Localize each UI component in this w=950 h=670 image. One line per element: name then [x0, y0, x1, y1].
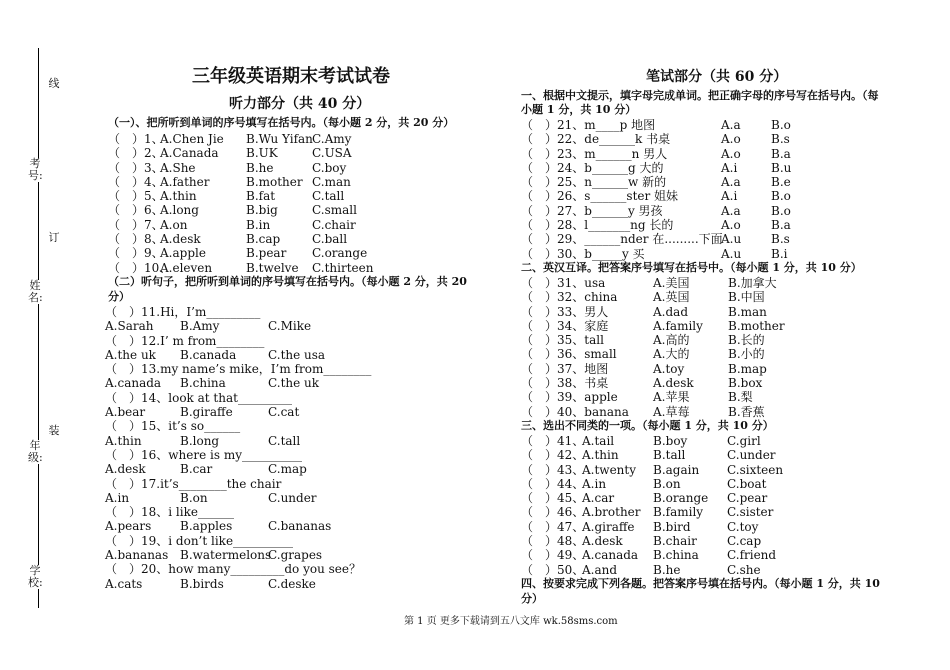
- question-text: （ ）12.I’ m from________: [105, 333, 265, 348]
- sentence-question: [105, 505, 371, 519]
- option-c: C.tall: [312, 189, 345, 204]
- item-number: （ ）44、: [521, 476, 585, 491]
- option-c: C.orange: [312, 246, 368, 261]
- translation-item: [521, 305, 785, 319]
- exam-number-label: 考 号:: [28, 157, 43, 182]
- grade-label: 年 级:: [28, 439, 43, 464]
- option-b: B.梨: [728, 390, 753, 405]
- option-b: B.tall: [653, 448, 686, 463]
- sentence-options: [105, 405, 371, 419]
- question-text: （ ）31、usa: [521, 276, 606, 290]
- item-number: （ ）48、: [521, 534, 585, 549]
- sentence-options: [105, 348, 371, 362]
- sentence-options: [105, 319, 371, 333]
- option-b: B.on: [653, 476, 681, 491]
- sentence-question: [105, 391, 371, 405]
- question-text: （ ）35、tall: [521, 333, 604, 348]
- item-number: （ ）8、: [108, 232, 164, 247]
- written-title: 笔试部分（共 60 分）: [646, 69, 788, 85]
- sentence-options: [105, 519, 371, 533]
- question-text: （ ）11.Hi，I’m_________: [105, 305, 261, 319]
- option-c: C.USA: [312, 146, 352, 161]
- option-a: A.the uk: [105, 347, 156, 362]
- option-a: A.brother: [582, 505, 641, 520]
- option-b: B.UK: [246, 146, 278, 161]
- binding-line: [38, 48, 39, 608]
- option-c: C.toy: [727, 519, 759, 534]
- sentence-options: [105, 376, 371, 390]
- question-text: （ ）15、it’s so______: [105, 419, 241, 434]
- option-a: A.英国: [653, 290, 690, 305]
- item-number: （ ）42、: [521, 448, 585, 463]
- odd-one-out-item: [521, 520, 783, 534]
- odd-one-out-item: [521, 448, 783, 462]
- option-b: B.again: [653, 462, 700, 477]
- question-text: （ ）38、书桌: [521, 376, 609, 391]
- spelling-item: [521, 232, 791, 246]
- spelling-item: [521, 161, 791, 175]
- sentence-options: [105, 462, 371, 476]
- option-a: A.desk: [653, 376, 694, 391]
- option-a: A.father: [160, 174, 210, 189]
- option-a: A.in: [582, 476, 607, 491]
- option-a: A.family: [653, 318, 703, 333]
- option-b: B.boy: [653, 434, 688, 448]
- spelling-item: [521, 204, 791, 218]
- option-c: C.boat: [727, 476, 767, 491]
- option-a: A.大的: [653, 347, 690, 362]
- option-a: A.Sarah: [105, 319, 154, 334]
- spelling-item: [521, 147, 791, 161]
- option-a: A.car: [582, 491, 615, 506]
- option-a: A.canada: [582, 548, 639, 563]
- option-c: C.bananas: [268, 519, 332, 534]
- option-c: C.deske: [268, 576, 316, 591]
- question-text: （ ）17.it’s________the chair: [105, 476, 282, 491]
- question-text: （ ）19、i don’t like__________: [105, 533, 294, 548]
- item-number: （ ）5、: [108, 189, 164, 204]
- option-a: A.草莓: [653, 404, 690, 419]
- option-b: B.fat: [246, 189, 276, 204]
- question-text: （ ）36、small: [521, 347, 617, 362]
- option-c: C.map: [268, 462, 307, 477]
- option-b: B.he: [246, 160, 274, 175]
- option-c: C.under: [727, 448, 776, 463]
- listening-item: [108, 203, 373, 217]
- option-b: B.family: [653, 505, 704, 520]
- option-c: C.chair: [312, 217, 356, 232]
- sentence-question: [105, 534, 371, 548]
- option-b: B.map: [728, 361, 767, 376]
- part2-heading: （二）听句子，把所听到单词的序号填写在括号内。（每小题 2 分，共 20: [108, 275, 467, 288]
- spelling-item: [521, 189, 791, 203]
- option-a: A.o: [721, 146, 741, 161]
- item-number: （ ）47、: [521, 519, 585, 534]
- option-a: A.u: [721, 246, 742, 261]
- sec2-heading: 二、英汉互译。把答案序号填写在括号中。（每小题 1 分，共 10 分）: [521, 261, 862, 274]
- option-b: B.cap: [246, 232, 281, 247]
- option-c: C.small: [312, 203, 357, 218]
- option-b: B.birds: [180, 576, 224, 591]
- exam-title: 三年级英语期末考试试卷: [192, 66, 390, 87]
- option-b: B.watermelons: [180, 548, 272, 563]
- question-text: （ ）40、banana: [521, 404, 629, 419]
- option-a: A.a: [721, 118, 741, 132]
- part1-heading: （一）、把所听到单词的序号填写在括号内。（每小题 2 分，共 20 分）: [108, 116, 455, 129]
- item-number: （ ）2、: [108, 146, 164, 161]
- question-text: （ ）21、m____p 地图: [521, 118, 656, 132]
- option-b: B.chair: [653, 534, 697, 549]
- listening-item: [108, 146, 373, 160]
- option-b: B.big: [246, 203, 278, 218]
- question-text: （ ）20、how many_________do you see？: [105, 562, 361, 577]
- option-a: A.eleven: [160, 260, 213, 275]
- question-text: （ ）32、china: [521, 290, 618, 305]
- page-footer: 第 1 页 更多下载请到五八文库 wk.58sms.com: [404, 616, 618, 627]
- option-a: A.a: [721, 203, 741, 218]
- question-text: （ ）25、n______w 新的: [521, 175, 667, 190]
- listening-item: [108, 175, 373, 189]
- question-text: （ ）34、家庭: [521, 318, 609, 333]
- item-number: （ ）10、: [108, 260, 172, 275]
- option-c: C.sixteen: [727, 462, 784, 477]
- odd-one-out-item: [521, 477, 783, 491]
- bind-label-zhuang: 装: [48, 424, 60, 437]
- option-c: C.the uk: [268, 376, 320, 391]
- translation-item: [521, 362, 785, 376]
- option-a: A.She: [160, 160, 196, 175]
- translation-item: [521, 290, 785, 304]
- spelling-item: [521, 118, 791, 132]
- school-label: 学 校:: [28, 564, 43, 589]
- option-a: A.tail: [582, 434, 615, 448]
- option-a: A.dad: [653, 304, 688, 319]
- option-a: A.desk: [582, 534, 623, 549]
- option-b: B.china: [180, 376, 226, 391]
- option-a: A.apple: [160, 246, 206, 261]
- listening-item: [108, 132, 373, 146]
- option-b: B.long: [180, 433, 220, 448]
- spelling-item: [521, 218, 791, 232]
- sentence-question: [105, 362, 371, 376]
- option-a: A.and: [582, 562, 618, 577]
- option-c: C.cat: [268, 405, 300, 420]
- listening-item: [108, 189, 373, 203]
- option-b: B.canada: [180, 347, 237, 362]
- option-a: A.twenty: [582, 462, 637, 477]
- odd-one-out-item: [521, 563, 783, 577]
- odd-one-out-item: [521, 534, 783, 548]
- option-a: A.苹果: [653, 390, 690, 405]
- option-a: A.on: [160, 217, 188, 232]
- option-b: B.apples: [180, 519, 233, 534]
- option-a: A.i: [721, 189, 738, 204]
- option-b: B.he: [653, 562, 681, 577]
- option-a: A.bananas: [105, 548, 169, 563]
- question-text: （ ）18、i like______: [105, 505, 234, 520]
- translation-item: [521, 319, 785, 333]
- option-c: C.under: [268, 490, 317, 505]
- option-a: A.desk: [160, 232, 201, 247]
- option-c: C.tall: [268, 433, 301, 448]
- option-c: C.thirteen: [312, 260, 374, 275]
- question-text: （ ）14、look at that_________: [105, 390, 292, 405]
- sentence-options: [105, 548, 371, 562]
- option-b: B.china: [653, 548, 699, 563]
- option-b: B.o: [771, 189, 791, 204]
- option-c: C.boy: [312, 160, 347, 175]
- spelling-item: [521, 175, 791, 189]
- sec4-heading: 四、按要求完成下列各题。把答案序号填在括号内。（每小题 1 分，共 10: [521, 577, 880, 590]
- listening-item: [108, 261, 373, 275]
- sec3-list: [521, 434, 783, 577]
- option-a: A.thin: [160, 189, 197, 204]
- translation-item: [521, 276, 785, 290]
- sec1-heading: 一、根据中文提示，填字母完成单词。把正确字母的序号写在括号内。（每: [521, 89, 879, 102]
- sentence-options: [105, 434, 371, 448]
- option-b: B.a: [771, 218, 791, 233]
- bind-label-ding: 订: [48, 231, 60, 244]
- item-number: （ ）43、: [521, 462, 585, 477]
- item-number: （ ）49、: [521, 548, 585, 563]
- option-a: A.canada: [105, 376, 162, 391]
- item-number: （ ）9、: [108, 246, 164, 261]
- option-c: C.ball: [312, 232, 348, 247]
- option-b: B.u: [771, 160, 792, 175]
- option-a: A.toy: [653, 361, 685, 376]
- item-number: （ ）1、: [108, 132, 164, 146]
- option-a: A.giraffe: [582, 519, 635, 534]
- question-text: （ ）26、s______ster 姐妹: [521, 189, 679, 204]
- option-a: A.u: [721, 232, 742, 247]
- question-text: （ ）33、男人: [521, 304, 609, 319]
- part2-list: [105, 305, 371, 591]
- option-c: C.grapes: [268, 548, 323, 563]
- question-text: （ ）24、b______g 大的: [521, 160, 664, 175]
- option-b: B.a: [771, 146, 791, 161]
- question-text: （ ）30、b_____y 买: [521, 246, 645, 261]
- option-c: C.she: [727, 562, 761, 577]
- option-b: B.giraffe: [180, 405, 233, 420]
- spelling-item: [521, 132, 791, 146]
- option-a: A.Canada: [160, 146, 219, 161]
- option-c: C.Amy: [312, 132, 352, 146]
- sentence-question: [105, 477, 371, 491]
- option-b: B.o: [771, 203, 791, 218]
- odd-one-out-item: [521, 491, 783, 505]
- listening-item: [108, 218, 373, 232]
- item-number: （ ）41、: [521, 434, 585, 448]
- option-a: A.in: [105, 490, 130, 505]
- option-b: B.Wu Yifan: [246, 132, 313, 146]
- option-b: B.e: [771, 175, 791, 190]
- option-a: A.bear: [105, 405, 146, 420]
- option-b: B.box: [728, 376, 763, 391]
- option-b: B.香蕉: [728, 404, 765, 419]
- sentence-question: [105, 419, 371, 433]
- option-a: A.o: [721, 132, 741, 147]
- sec3-heading: 三、选出不同类的一项。（每小题 1 分，共 10 分）: [521, 419, 774, 432]
- odd-one-out-item: [521, 548, 783, 562]
- listening-item: [108, 246, 373, 260]
- option-b: B.mother: [728, 318, 785, 333]
- option-b: B.Amy: [180, 319, 220, 334]
- option-b: B.长的: [728, 333, 765, 348]
- item-number: （ ）4、: [108, 174, 164, 189]
- option-b: B.orange: [653, 491, 709, 506]
- translation-item: [521, 333, 785, 347]
- option-a: A.高的: [653, 333, 690, 348]
- bind-label-xian: 线: [48, 77, 60, 90]
- question-text: （ ）27、b______y 男孩: [521, 203, 663, 218]
- item-number: （ ）3、: [108, 160, 164, 175]
- question-text: （ ）29、______nder 在.........下面: [521, 232, 723, 247]
- sec1-list: [521, 118, 791, 261]
- option-c: C.sister: [727, 505, 774, 520]
- option-b: B.twelve: [246, 260, 299, 275]
- question-text: （ ）28、l_______ng 长的: [521, 218, 674, 233]
- question-text: （ ）39、apple: [521, 390, 618, 405]
- question-text: （ ）37、地图: [521, 361, 609, 376]
- option-a: A.cats: [105, 576, 143, 591]
- odd-one-out-item: [521, 505, 783, 519]
- option-b: B.on: [180, 490, 208, 505]
- option-c: C.cap: [727, 534, 762, 549]
- sentence-options: [105, 491, 371, 505]
- option-b: B.i: [771, 246, 788, 261]
- option-b: B.中国: [728, 290, 765, 305]
- listening-item: [108, 161, 373, 175]
- option-a: A.thin: [105, 433, 142, 448]
- option-b: B.o: [771, 118, 791, 132]
- sentence-question: [105, 562, 371, 576]
- option-c: C.friend: [727, 548, 777, 563]
- question-text: （ ）23、m______n 男人: [521, 146, 668, 161]
- option-b: B.s: [771, 232, 790, 247]
- option-a: A.long: [160, 203, 199, 218]
- item-number: （ ）45、: [521, 491, 585, 506]
- question-text: （ ）13.my name’s mike，I’m from________: [105, 362, 372, 377]
- question-text: （ ）16、where is my__________: [105, 447, 302, 462]
- option-c: C.Mike: [268, 319, 312, 334]
- question-text: （ ）22、de______k 书桌: [521, 132, 671, 147]
- sec4-heading-cont: 分）: [521, 592, 543, 605]
- part2-heading-cont: 分）: [108, 290, 130, 303]
- part1-list: [108, 132, 373, 275]
- option-c: C.girl: [727, 434, 761, 448]
- option-b: B.in: [246, 217, 271, 232]
- listening-subtitle: 听力部分（共 40 分）: [229, 96, 371, 112]
- option-b: B.小的: [728, 347, 765, 362]
- sec2-list: [521, 276, 785, 419]
- option-c: C.man: [312, 174, 351, 189]
- option-a: A.a: [721, 175, 741, 190]
- item-number: （ ）50、: [521, 562, 585, 577]
- sentence-question: [105, 448, 371, 462]
- option-a: A.o: [721, 218, 741, 233]
- option-b: B.mother: [246, 174, 303, 189]
- option-a: A.thin: [582, 448, 619, 463]
- option-a: A.i: [721, 160, 738, 175]
- option-b: B.pear: [246, 246, 287, 261]
- item-number: （ ）7、: [108, 217, 164, 232]
- sentence-options: [105, 577, 371, 591]
- option-a: A.pears: [105, 519, 152, 534]
- translation-item: [521, 405, 785, 419]
- option-b: B.bird: [653, 519, 691, 534]
- translation-item: [521, 347, 785, 361]
- option-c: C.pear: [727, 491, 768, 506]
- name-label: 姓 名:: [28, 279, 43, 304]
- option-b: B.man: [728, 304, 767, 319]
- odd-one-out-item: [521, 434, 783, 448]
- option-a: A.Chen Jie: [160, 132, 224, 146]
- item-number: （ ）6、: [108, 203, 164, 218]
- translation-item: [521, 376, 785, 390]
- sec1-heading-cont: 小题 1 分，共 10 分）: [521, 103, 637, 116]
- option-a: A.desk: [105, 462, 146, 477]
- option-b: B.加拿大: [728, 276, 777, 290]
- item-number: （ ）46、: [521, 505, 585, 520]
- translation-item: [521, 390, 785, 404]
- sentence-question: [105, 334, 371, 348]
- option-c: C.the usa: [268, 347, 326, 362]
- option-a: A.美国: [653, 276, 690, 290]
- option-b: B.s: [771, 132, 790, 147]
- odd-one-out-item: [521, 463, 783, 477]
- spelling-item: [521, 247, 791, 261]
- sentence-question: [105, 305, 371, 319]
- listening-item: [108, 232, 373, 246]
- option-b: B.car: [180, 462, 213, 477]
